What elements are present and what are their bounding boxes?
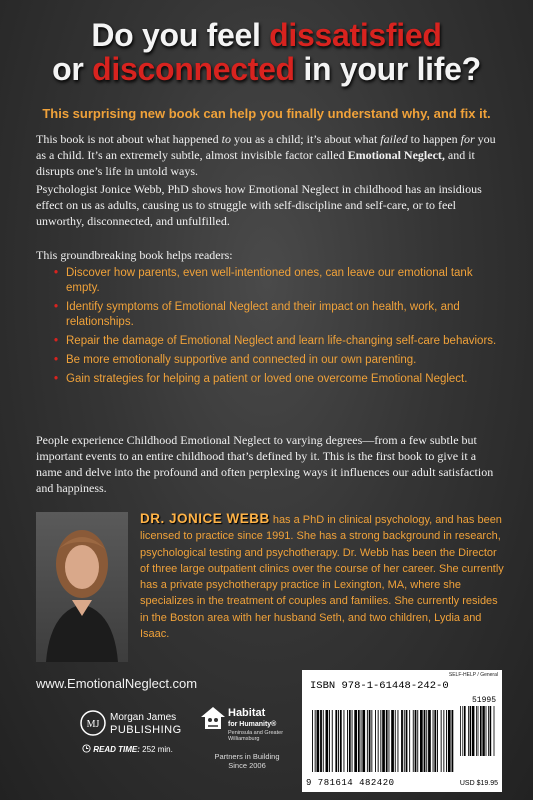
habitat-name-1: Habitat	[228, 707, 266, 719]
barcode-digits: 9 781614 482420	[306, 778, 395, 788]
headline-line-2	[0, 52, 533, 86]
read-time-value: 252 min.	[142, 745, 173, 754]
barcode-bars-icon	[302, 670, 502, 792]
closing-paragraph: People experience Childhood Emotional Neglect to varying degrees—from a few subtle but important events to an entire childhood that’s defined by it. This is the first book to give it a name and delve into the profound and often perplexing ways it influences our adult satisfaction and happiness.	[36, 433, 494, 495]
list-item	[54, 266, 500, 296]
emphasis: to	[221, 132, 231, 146]
habitat-partners	[202, 752, 292, 770]
publisher-line-1: Morgan James	[110, 712, 177, 723]
author-paragraph: Psychologist Jonice Webb, PhD shows how Emotional Neglect in childhood has an insidious effect on us as adults, causing us to struggle with self-discipline and self-care, or to feel unworthy, disconnected, and unfulfilled.	[36, 182, 482, 228]
list-item-text: Repair the damage of Emotional Neglect and learn life-changing self-care behaviors.	[66, 335, 497, 347]
text: you as a child; it’s about what	[230, 132, 381, 146]
author-photo	[36, 512, 128, 662]
habitat-name	[228, 708, 276, 730]
headline-text: Do you feel	[91, 17, 270, 53]
list-item	[54, 372, 500, 387]
list-item-text: Gain strategies for helping a patient or loved one overcome Emotional Neglect.	[66, 373, 468, 385]
publisher-mark-text: MJ	[86, 719, 100, 730]
barcode-price-code: 51995	[471, 696, 496, 705]
headline-red-word: dissatisfied	[269, 17, 442, 53]
list-item	[54, 300, 500, 330]
publisher-logo	[80, 710, 190, 742]
bullet-icon: •	[54, 267, 59, 279]
bullet-icon: •	[54, 354, 59, 366]
text: you as a child. It’s an extremely subtle, almost invisible factor called	[36, 132, 496, 162]
barcode	[302, 670, 502, 792]
emphasis: for	[460, 132, 475, 146]
habitat-chapter: Peninsula and Greater Williamsburg	[228, 730, 284, 742]
bio-text: has a PhD in clinical psychology, and has been licensed to practice since 1991. She has a strong background in research, psychological testing and psychotherapy. Dr. Webb has been the Director of three large outpatient clinics over the course of her career. She currently has a private psychotherapy practice in Lexington, MA, where she specializes in the treatment of couples and families. She currently resides in the Boston area with her husband Seth, and two children, Lydia and Isaac.	[140, 514, 504, 641]
habitat-name-2: for Humanity®	[228, 721, 277, 728]
headline	[0, 18, 533, 86]
website-url: www.EmotionalNeglect.com	[36, 676, 198, 691]
headline-text: or	[52, 51, 93, 87]
list-item-text: Be more emotionally supportive and connected in our own parenting.	[66, 354, 417, 366]
headline-text: in your life?	[294, 51, 481, 87]
benefits-list	[54, 266, 500, 391]
barcode-category: SELF-HELP / General	[448, 672, 498, 678]
list-item	[54, 353, 500, 368]
publisher-line-2: PUBLISHING	[110, 724, 182, 736]
bullet-icon: •	[54, 301, 59, 313]
house-icon	[200, 706, 226, 730]
read-time-label: READ TIME:	[93, 745, 140, 754]
partners-line-1: Partners in Building	[214, 752, 280, 761]
list-item	[54, 334, 500, 349]
text: to happen	[407, 132, 461, 146]
barcode-price: USD $19.95	[459, 780, 498, 787]
read-time	[82, 744, 173, 754]
bold-term: Emotional Neglect,	[347, 148, 445, 162]
author-name: DR. JONICE WEBB	[140, 511, 270, 526]
habitat-logo	[200, 704, 290, 794]
text: This book is not about what happened	[36, 132, 222, 146]
emphasis: failed	[380, 132, 408, 146]
tagline: This surprising new book can help you finally understand why, and fix it.	[42, 106, 491, 121]
list-item-text: Discover how parents, even well-intentioned ones, can leave our emotional tank empty.	[66, 267, 473, 294]
headline-red-word: disconnected	[92, 51, 295, 87]
partners-line-2: Since 2006	[228, 761, 266, 770]
author-bio	[140, 511, 505, 642]
list-item-text: Identify symptoms of Emotional Neglect and their impact on health, work, and relationships.	[66, 301, 460, 328]
bullet-icon: •	[54, 373, 59, 385]
intro-paragraph	[36, 131, 500, 179]
bullet-icon: •	[54, 335, 59, 347]
barcode-isbn: ISBN 978-1-61448-242-0	[310, 680, 449, 692]
author-portrait-icon	[36, 512, 128, 662]
clock-icon	[82, 744, 91, 753]
list-intro: This groundbreaking book helps readers:	[36, 248, 233, 262]
publisher-name	[110, 712, 182, 736]
publisher-mark-icon	[80, 710, 106, 736]
text: and it disrupts one’s life in untold ways.	[36, 148, 475, 178]
headline-line-1	[0, 18, 533, 52]
